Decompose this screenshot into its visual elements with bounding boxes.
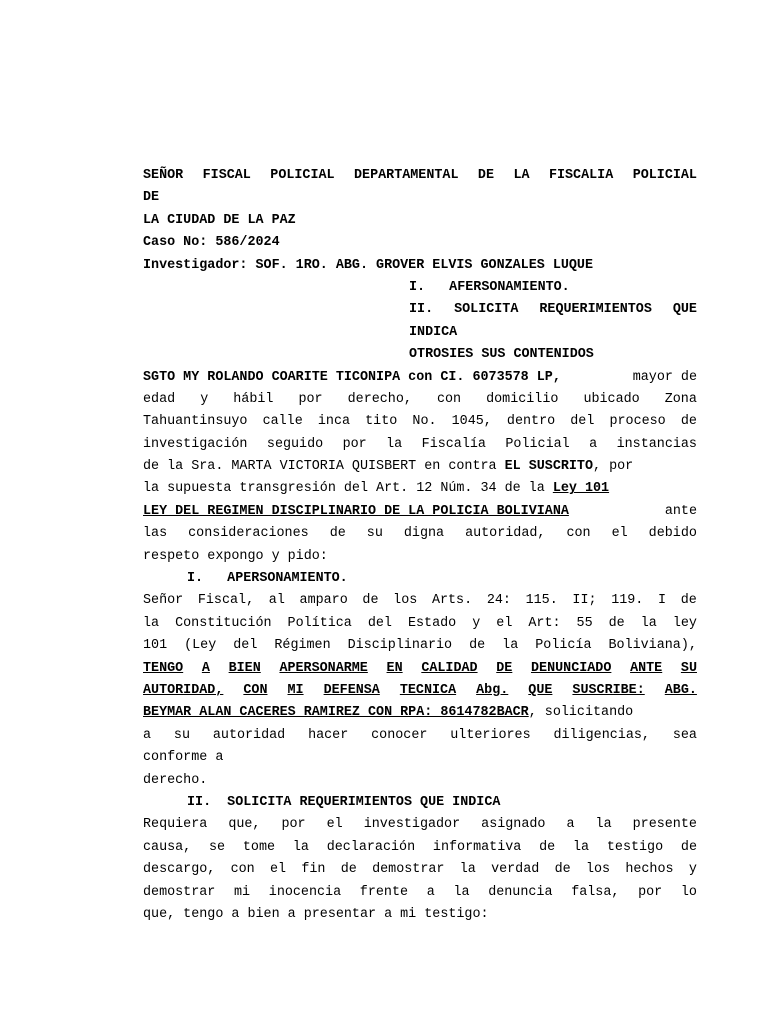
word: FISCALIA — [548, 168, 614, 183]
word: A — [201, 660, 210, 676]
intro-line-5 — [143, 456, 697, 478]
word: hábil — [233, 391, 274, 407]
word: las — [143, 526, 168, 542]
word: autoridad, — [465, 526, 546, 542]
word: de — [554, 862, 571, 878]
word: se — [209, 839, 226, 855]
word: calle — [262, 414, 303, 430]
word: BIEN — [228, 660, 261, 676]
word: (Ley — [184, 638, 217, 654]
section-2-line-2 — [143, 837, 697, 859]
word: la — [573, 839, 590, 855]
word: dentro — [506, 414, 556, 430]
word: del — [367, 615, 392, 631]
word: y — [472, 615, 481, 631]
word: denuncia — [488, 884, 553, 900]
intro-line-7 — [143, 501, 697, 523]
word: verdad — [491, 862, 540, 878]
word: investigador — [363, 817, 461, 833]
word: la — [459, 862, 476, 878]
summary-item-3: OTROSIES SUS CONTENIDOS — [409, 347, 594, 363]
word: tito — [365, 414, 398, 430]
word: la — [595, 817, 612, 833]
word: los — [585, 862, 611, 878]
word: asignado — [481, 817, 546, 833]
word: edad — [143, 391, 176, 407]
intro-line-4 — [143, 434, 697, 456]
word: 115. — [525, 593, 558, 609]
word: su — [366, 526, 383, 542]
word: domicilio — [486, 391, 559, 407]
word: POLICIAL — [632, 168, 697, 183]
section-1-line-8: conforme a — [143, 750, 224, 766]
word: REQUERIMIENTOS — [539, 302, 652, 318]
word: la — [453, 884, 470, 900]
word: instancias — [616, 436, 697, 452]
word: con — [436, 391, 462, 407]
word: Policial — [505, 436, 570, 452]
word: digna — [403, 526, 445, 542]
word: investigación — [143, 436, 248, 452]
word: al — [268, 593, 285, 609]
word: de — [680, 414, 697, 430]
intro-text: ante — [656, 503, 697, 519]
word: de — [340, 862, 357, 878]
intro-line-3 — [143, 411, 697, 433]
section-1-heading: I. APERSONAMIENTO. — [187, 571, 348, 587]
word: de — [362, 593, 379, 609]
section-1-line-1 — [143, 590, 697, 612]
section-text: , solicitando — [528, 705, 634, 721]
section-2-heading: II. SOLICITA REQUERIMIENTOS QUE INDICA — [187, 794, 501, 810]
word: seguido — [266, 436, 324, 452]
summary-item-1: I. AFERSONAMIENTO. — [409, 279, 570, 295]
word: el — [326, 817, 343, 833]
word: del — [233, 638, 258, 654]
word: proceso — [609, 414, 666, 430]
intro-line-8 — [143, 523, 697, 545]
section-2-line-3 — [143, 859, 697, 881]
word: Abg. — [476, 682, 509, 698]
word: falsa, — [571, 884, 620, 900]
word: demostrar — [372, 862, 445, 878]
word: Fiscal, — [197, 593, 255, 609]
word: EN — [386, 660, 403, 676]
section-1-line-3 — [143, 635, 697, 657]
word: DEFENSA — [323, 682, 380, 698]
section-1-line-9: derecho. — [143, 772, 208, 788]
word: TENGO — [143, 660, 184, 676]
intro-text: , por — [593, 459, 634, 475]
word: consideraciones — [188, 526, 309, 542]
word: SOLICITA — [454, 302, 519, 318]
word: MI — [287, 682, 304, 698]
word: por — [281, 817, 306, 833]
word: Constitución — [175, 615, 272, 631]
intro-line-2 — [143, 389, 697, 411]
word: causa, — [143, 839, 192, 855]
word: a — [426, 884, 435, 900]
word: tome — [242, 839, 276, 855]
word: fin — [301, 862, 326, 878]
word: la — [143, 615, 160, 631]
word: Régimen — [274, 638, 331, 654]
section-2-line-1 — [143, 814, 697, 836]
word: LA — [513, 168, 530, 183]
word: SUSCRIBE: — [572, 682, 645, 698]
word: del — [570, 414, 595, 430]
word: Art: — [528, 615, 561, 631]
word: Arts. — [431, 593, 473, 609]
intro-text: de la Sra. MARTA VICTORIA QUISBERT en contra — [143, 459, 505, 475]
word: lo — [680, 884, 697, 900]
word: la — [502, 638, 519, 654]
word: de — [680, 593, 697, 609]
word: con — [566, 526, 591, 542]
word: Señor — [143, 593, 184, 609]
law-title: LEY DEL REGIMEN DISCIPLINARIO DE LA POLICIA BOLIVIANA — [143, 503, 569, 519]
word: debido — [648, 526, 697, 542]
el-suscrito: EL SUSCRITO — [504, 459, 594, 475]
defense-attorney: BEYMAR ALAN CACERES RAMIREZ CON RPA: 8614782BACR — [143, 705, 529, 721]
word: DE — [477, 168, 494, 183]
word: DEPARTAMENTAL — [354, 168, 459, 183]
word: QUE — [528, 682, 553, 698]
word: II; — [572, 593, 597, 609]
word: testigo — [606, 839, 664, 855]
word: con — [230, 862, 255, 878]
intro-text: la supuesta transgresión del Art. 12 Núm. 34 de la — [143, 481, 553, 497]
word: No. — [412, 414, 437, 430]
word: la — [386, 436, 403, 452]
word: y — [688, 862, 697, 878]
section-2-line-5: que, tengo a bien a presentar a mi testigo: — [143, 906, 489, 922]
word: FISCAL — [202, 168, 251, 183]
word: declaración — [326, 839, 416, 855]
addressee-line-1 — [143, 165, 697, 187]
word: inca — [317, 414, 351, 430]
word: por — [298, 391, 323, 407]
word: ulteriores — [450, 727, 531, 743]
word: conocer — [371, 727, 428, 743]
section-1-line-6 — [143, 702, 697, 724]
word: DENUNCIADO — [531, 660, 612, 676]
word: de — [329, 526, 346, 542]
word: el — [496, 615, 513, 631]
word: Política — [287, 615, 352, 631]
word: Policía — [535, 638, 592, 654]
word: mi — [234, 884, 251, 900]
word: Disciplinario — [347, 638, 453, 654]
word: por — [638, 884, 663, 900]
word: los — [393, 593, 418, 609]
word: a — [143, 727, 152, 743]
word: TECNICA — [399, 682, 457, 698]
word: su — [173, 727, 190, 743]
word: 119. — [611, 593, 644, 609]
word: Estado — [407, 615, 457, 631]
word: de — [680, 839, 697, 855]
word: hechos — [625, 862, 674, 878]
section-1-line-7 — [143, 725, 697, 747]
intro-line-6 — [143, 478, 697, 500]
section-1-line-4 — [143, 658, 697, 680]
intro-line-1 — [143, 367, 697, 389]
word: diligencias, — [553, 727, 650, 743]
word: por — [342, 436, 367, 452]
word: Requiera — [143, 817, 208, 833]
word: 1045, — [451, 414, 492, 430]
word: 55 — [576, 615, 593, 631]
word: la — [640, 615, 657, 631]
word: ANTE — [630, 660, 663, 676]
word: ubicado — [583, 391, 640, 407]
word: el — [611, 526, 628, 542]
word: CALIDAD — [421, 660, 478, 676]
case-number: Caso No: 586/2024 — [143, 235, 280, 251]
word: sea — [672, 727, 697, 743]
word: de — [608, 615, 625, 631]
summary-item-2 — [143, 299, 697, 321]
word: de — [469, 638, 486, 654]
word: de — [539, 839, 556, 855]
word: Zona — [664, 391, 697, 407]
word: y — [200, 391, 209, 407]
word: ABG. — [664, 682, 697, 698]
word: ley — [672, 615, 697, 631]
addressee-line-2: DE — [143, 190, 160, 206]
word: Fiscalía — [421, 436, 486, 452]
word: frente — [359, 884, 409, 900]
word: SU — [680, 660, 697, 676]
investigator: Investigador: SOF. 1RO. ABG. GROVER ELVIS GONZALES LUQUE — [143, 257, 593, 273]
word: CON — [243, 682, 268, 698]
word: Tahuantinsuyo — [143, 414, 248, 430]
word: demostrar — [143, 884, 216, 900]
word: AUTORIDAD, — [143, 682, 224, 698]
section-2-line-4 — [143, 882, 697, 904]
intro-line-9: respeto expongo y pido: — [143, 548, 328, 564]
word: informativa — [432, 839, 522, 855]
word: inocencia — [268, 884, 342, 900]
law-reference: Ley 101 — [552, 481, 610, 497]
word: I — [658, 593, 667, 609]
addressee-city: LA CIUDAD DE LA PAZ — [143, 212, 296, 228]
word: descargo, — [143, 862, 216, 878]
word: autoridad — [212, 727, 286, 743]
word: II. — [409, 302, 434, 318]
word: que, — [228, 817, 261, 833]
word: amparo — [299, 593, 348, 609]
word: Boliviana), — [608, 638, 697, 654]
section-1-line-5 — [143, 680, 697, 702]
summary-item-2-cont: INDICA — [409, 324, 458, 340]
word: derecho, — [347, 391, 412, 407]
word: DE — [496, 660, 513, 676]
word: POLICIAL — [270, 168, 335, 183]
complainant-identity: SGTO MY ROLANDO COARITE TICONIPA con CI. 6073578 LP, — [143, 369, 561, 385]
word: 101 — [143, 638, 168, 654]
word: APERSONARME — [279, 660, 368, 676]
word: QUE — [672, 302, 697, 318]
word: el — [270, 862, 287, 878]
word: presente — [632, 817, 697, 833]
word: a — [566, 817, 575, 833]
word: SEÑOR — [143, 168, 184, 183]
word: 24: — [486, 593, 511, 609]
section-1-line-2 — [143, 613, 697, 635]
word: a — [589, 436, 598, 452]
document-page — [143, 165, 697, 926]
word: hacer — [308, 727, 349, 743]
word: la — [292, 839, 309, 855]
intro-text: mayor de — [624, 369, 697, 385]
